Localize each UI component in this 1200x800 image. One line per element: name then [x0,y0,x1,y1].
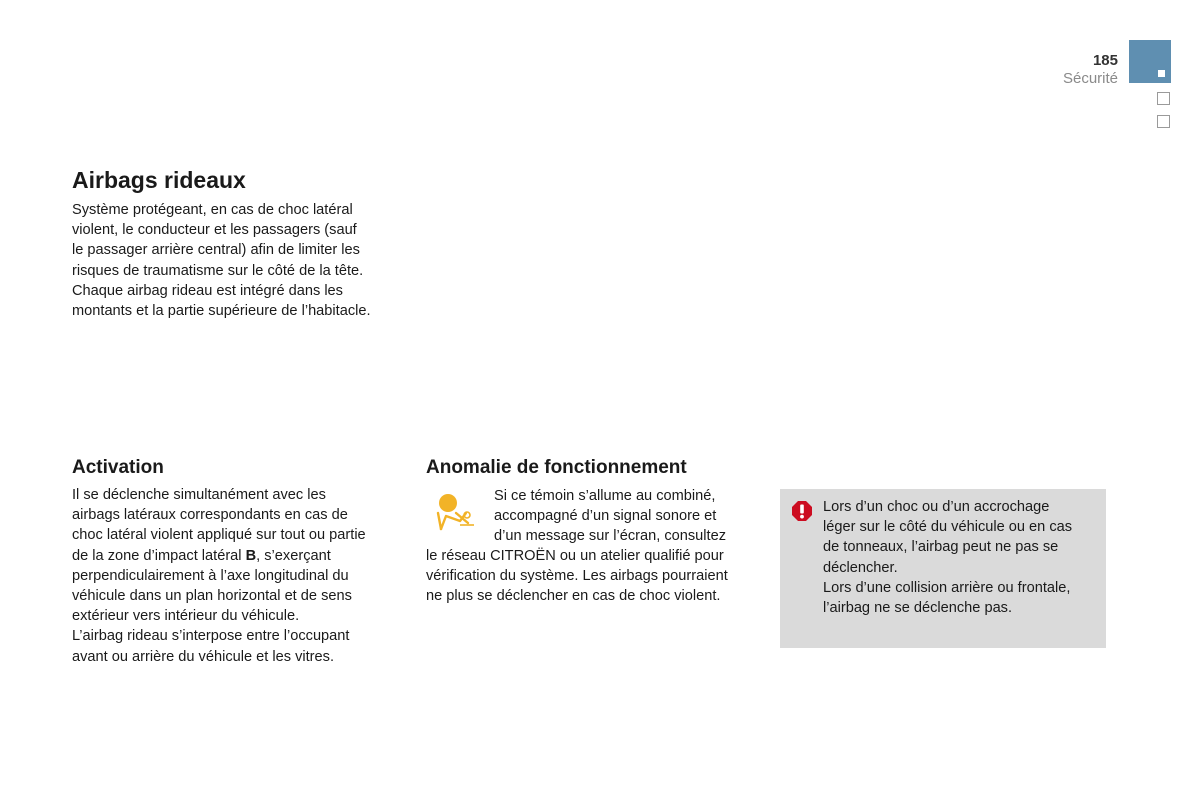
text-line: le réseau CITROËN ou un atelier qualifié pour [426,548,724,564]
text-line: violent, le conducteur et les passagers (sauf [72,222,357,239]
anomalie-indented-text [494,486,756,547]
text-line: véhicule dans un plan horizontal et de sens [72,588,352,605]
text-line: d’un message sur l’écran, consultez [494,528,726,545]
chapter-tab-empty [1157,92,1170,105]
text-line [72,546,392,566]
page-number: 185 [1092,52,1118,69]
text-line: Système protégeant, en cas de choc latéral [72,202,353,218]
text-line: Lors d’un choc ou d’un accrochage [823,499,1050,515]
text-line: avant ou arrière du véhicule et les vitres. [72,648,335,665]
text-line: perpendiculairement à l’axe longitudinal du [72,567,349,584]
warning-exclamation-icon [791,500,813,522]
tab-dot [1158,70,1165,77]
warning-note-box [780,489,1106,648]
text-line: Chaque airbag rideau est intégré dans les [72,282,343,299]
text-line: vérification du système. Les airbags pourraient [426,568,728,585]
text-line: déclencher. [823,559,898,576]
text-line: risques de traumatisme sur le côté de la tête. [72,262,364,279]
zone-letter: B [245,547,257,564]
activation-heading: Activation [72,457,164,478]
text-line: l’airbag ne se déclenche pas. [823,600,1013,617]
section-name: Sécurité [1062,70,1118,87]
warning-note-text [823,497,1095,618]
text-line: Il se déclenche simultanément avec les [72,487,326,503]
page-title: Airbags rideaux [72,167,246,193]
text-line: Lors d’une collision arrière ou frontale, [823,579,1071,596]
text-line: ne plus se déclencher en cas de choc violent. [426,588,721,605]
text-line: accompagné d’un signal sonore et [494,508,717,525]
text-line: le passager arrière central) afin de limiter les [72,242,360,259]
text-line: de tonneaux, l’airbag peut ne pas se [823,539,1059,556]
chapter-tab-active [1129,40,1171,83]
anomalie-paragraph [426,546,756,607]
intro-paragraph [72,200,402,321]
anomalie-heading: Anomalie de fonctionnement [426,457,687,478]
text-line: choc latéral violent appliqué sur tout ou partie [72,527,366,544]
text-fragment: de la zone d’impact latéral [72,547,246,564]
text-line: airbags latéraux correspondants en cas de [72,507,348,524]
text-line: Si ce témoin s’allume au combiné, [494,488,716,504]
text-line: léger sur le côté du véhicule ou en cas [823,519,1073,536]
text-line: L’airbag rideau s’interpose entre l’occupant [72,628,350,645]
text-line: montants et la partie supérieure de l’habitacle. [72,303,371,320]
activation-paragraph [72,485,392,667]
text-fragment: , s’exerçant [256,547,331,564]
text-line: extérieur vers intérieur du véhicule. [72,608,300,625]
airbag-warning-lamp-icon [430,491,476,531]
chapter-tab-empty [1157,115,1170,128]
